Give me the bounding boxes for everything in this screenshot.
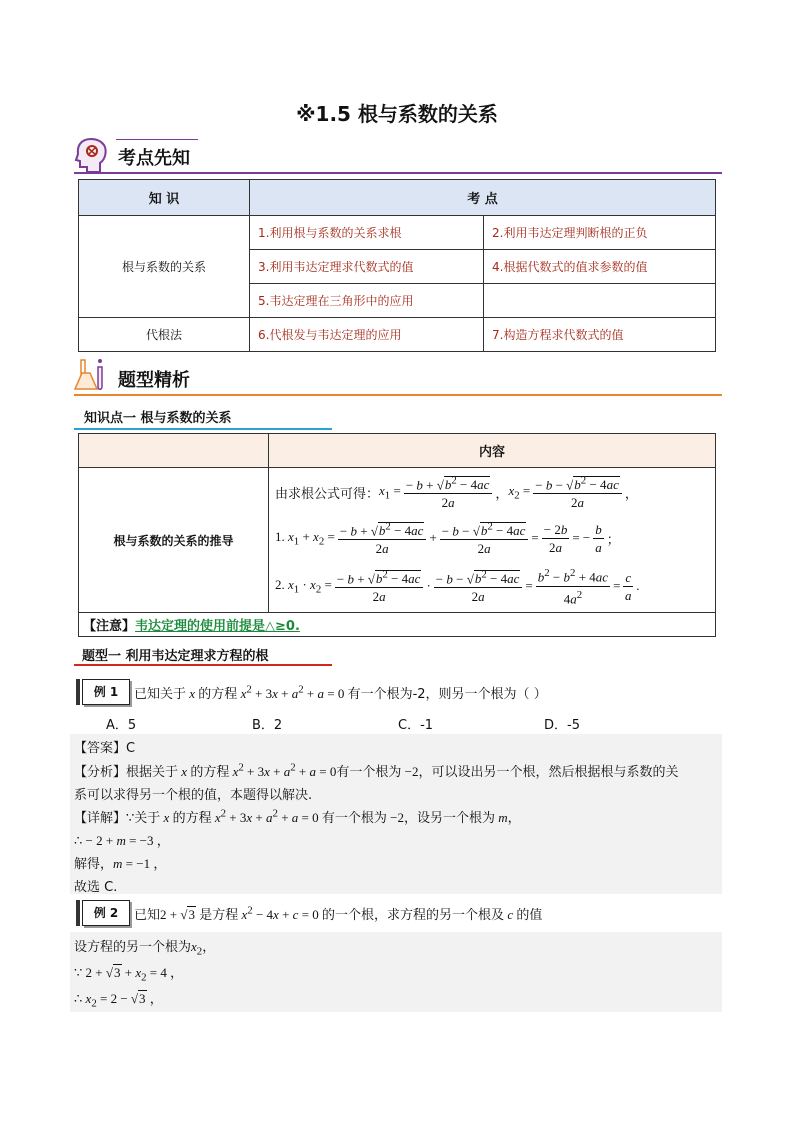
text: ，可以设出另一个根，然后根据根与系数的关 xyxy=(418,765,679,780)
formula-sum: 1. $x_1 + x_2$ = $\frac{- b + √b^2 - 4ac}{2a}$ + $\frac{- b - √b^2 - 4ac}{2a}$ = $\frac{- 2b}{2a}$ = − $\frac{b}{a}$ ； xyxy=(275,520,620,557)
example-marker xyxy=(76,679,80,705)
section-heading-tixing: 题型精析 xyxy=(118,370,190,391)
text: 解得， xyxy=(74,857,114,872)
section-heading-kaodian: 考点先知 xyxy=(118,148,190,169)
example-2-question: 已知2 + √3 是方程 $x^2 - 4x + c = 0$ 的一个根，求方程的另一个根及 c 的值 xyxy=(134,904,543,923)
text: 有一个根为 xyxy=(321,811,387,826)
example-1-question: 已知关于 x 的方程 $x^2 + 3x + a^2 + a = 0$ 有一个根为-2，则另一个根为（ ） xyxy=(134,683,547,702)
example-1-label: 例 1 xyxy=(82,679,130,705)
analysis-line: 【分析】根据关于 x 的方程 $x^2 + 3x + a^2 + a = 0$有一个根为 −2，可以设出另一个根，然后根据根与系数的关 xyxy=(74,761,679,780)
page-title: ※1.5 根与系数的关系 xyxy=(296,102,498,126)
formula-roots: 由求根公式可得： $x_1$ = $\frac{- b + √b^2 - 4ac}{2a}$ ， $x_2$ = $\frac{- b - √b^2 - 4ac}{2a}$ ， xyxy=(275,474,638,511)
text: 的方程 xyxy=(190,765,230,780)
table-item: 3.利用韦达定理求代数式的值 xyxy=(250,250,484,284)
table-item: 7.构造方程求代数式的值 xyxy=(484,318,716,352)
table-topic: 根与系数的关系 xyxy=(79,216,250,318)
text: 已知关于 xyxy=(134,687,187,702)
equation-line: ∵ $2 + √3 + x_2 = 4$ ， xyxy=(74,965,184,984)
detail-line: 【详解】∵关于 x 的方程 $x^2 + 3x + a^2 + a = 0$ 有一个根为 −2，设另一个根为 m， xyxy=(74,807,521,826)
text: 是方程 xyxy=(199,908,239,923)
text: 的方程 xyxy=(198,687,238,702)
option-d: D．-5 xyxy=(544,718,580,733)
knowledge-point-title: 知识点一 根与系数的关系 xyxy=(84,411,232,426)
formula-prefix: 由求根公式可得： xyxy=(275,486,380,502)
table-item: 1.利用根与系数的关系求根 xyxy=(250,216,484,250)
text: 设方程的另一个根为 xyxy=(74,940,192,955)
note-label: 【注意】 xyxy=(83,619,136,634)
table-topic: 代根法 xyxy=(79,318,250,352)
option-b: B．2 xyxy=(252,718,283,733)
option-c: C．-1 xyxy=(398,718,434,733)
text: 根据关于 xyxy=(126,765,179,780)
text: 的方程 xyxy=(172,811,212,826)
text: 的值 xyxy=(516,908,543,923)
text: 【分析】 xyxy=(74,765,127,780)
text: ∵关于 xyxy=(126,811,161,826)
formula-product: 2. $x_1 \cdot x_2$ = $\frac{- b + √b^2 - 4ac}{2a}$ · $\frac{- b - √b^2 - 4ac}{2a}$ = $\frac{b^2 - b^2 + 4ac}{4a^2}$ = $\frac{c}{a}$ . xyxy=(275,567,640,606)
table-header-content: 内容 xyxy=(269,434,716,468)
table-item: 6.代根发与韦达定理的应用 xyxy=(250,318,484,352)
table-item: 5.韦达定理在三角形中的应用 xyxy=(250,284,484,318)
example-marker xyxy=(76,900,80,926)
table-empty-cell xyxy=(484,284,716,318)
text: ，设另一个根为 xyxy=(403,811,495,826)
derivation-content xyxy=(269,468,716,613)
equation-line: ∴ − 2 + m = −3 ， xyxy=(74,833,170,848)
note-text: 韦达定理的使用前提是△≥0. xyxy=(135,619,300,634)
solve-line: 解得，m = −1 ， xyxy=(74,856,167,872)
example-2-label: 例 2 xyxy=(82,900,130,926)
derivation-table xyxy=(78,433,716,637)
conclusion-line: 故选 C. xyxy=(74,880,118,895)
answer-line: 【答案】C xyxy=(74,741,136,756)
table-header-points: 考 点 xyxy=(250,180,716,216)
knowledge-table xyxy=(78,179,716,352)
text: 【详解】 xyxy=(74,811,127,826)
table-header-knowledge: 知 识 xyxy=(79,180,250,216)
equation-line: ∴ $x_2 = 2 - √3$ ， xyxy=(74,991,163,1010)
flask-icon xyxy=(72,357,112,393)
text: 有一个根为-2，则另一个根为（ ） xyxy=(347,687,547,702)
text: 已知 xyxy=(134,908,161,923)
section-divider xyxy=(116,139,198,140)
type-underline xyxy=(74,664,332,666)
kp-underline xyxy=(74,428,332,430)
note-row xyxy=(79,613,716,637)
table-item: 2.利用韦达定理判断根的正负 xyxy=(484,216,716,250)
question-type-title: 题型一 利用韦达定理求方程的根 xyxy=(82,649,269,664)
derivation-label: 根与系数的关系的推导 xyxy=(79,468,269,613)
section-divider xyxy=(74,172,722,174)
table-item: 4.根据代数式的值求参数的值 xyxy=(484,250,716,284)
solution-line: 设方程的另一个根为$x_2$， xyxy=(74,939,216,958)
analysis-line-2: 系可以求得另一个根的值，本题得以解决. xyxy=(74,788,313,803)
option-a: A．5 xyxy=(106,718,137,733)
head-brain-icon xyxy=(74,136,108,174)
table-header-empty xyxy=(79,434,269,468)
section-divider xyxy=(74,394,722,396)
text: 有一个根为 xyxy=(336,765,402,780)
text: 的一个根，求方程的另一个根及 xyxy=(322,908,505,923)
